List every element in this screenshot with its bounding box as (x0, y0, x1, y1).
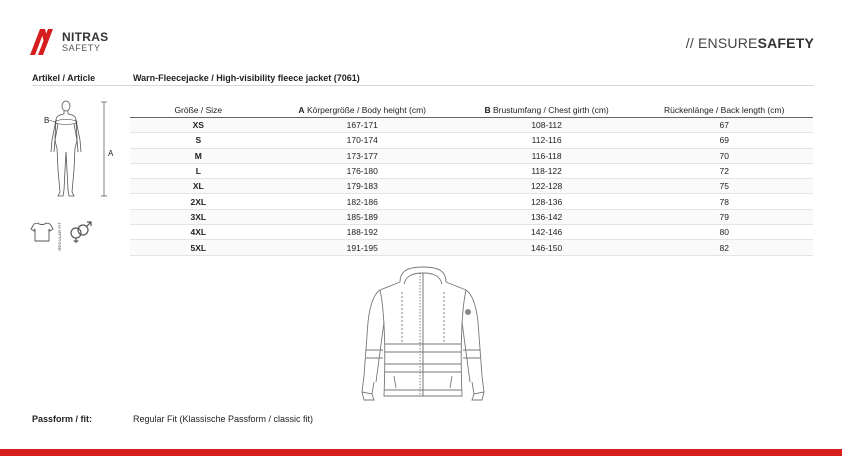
cell-height: 191-195 (267, 240, 458, 255)
cell-size: XS (130, 118, 267, 133)
table-row (130, 163, 813, 178)
size-table (130, 103, 813, 256)
cell-height: 185-189 (267, 209, 458, 224)
unisex-icon (66, 220, 96, 244)
cell-chest: 146-150 (458, 240, 636, 255)
footer-accent-bar (0, 449, 842, 456)
tagline-prefix: // ENSURE (685, 35, 758, 51)
tshirt-icon (30, 222, 54, 242)
brand-sub: SAFETY (62, 43, 101, 53)
cell-chest: 118-122 (458, 163, 636, 178)
table-row (130, 209, 813, 224)
cell-size: XL (130, 179, 267, 194)
label-a: A (108, 149, 114, 158)
header-size: Größe / Size (130, 103, 267, 118)
header-chest-text: Brustumfang / Chest girth (cm) (493, 104, 609, 115)
cell-size: 3XL (130, 209, 267, 224)
fit-value: Regular Fit (Klassische Passform / classic fit) (133, 414, 314, 424)
cell-size: M (130, 148, 267, 163)
table-header-row (130, 103, 813, 118)
cell-size: L (130, 163, 267, 178)
cell-chest: 122-128 (458, 179, 636, 194)
table-row (130, 194, 813, 209)
table-row (130, 179, 813, 194)
body-measurement-figure (38, 100, 118, 200)
fit-label: Passform / fit: (32, 414, 93, 424)
divider (32, 85, 814, 86)
cell-back: 75 (635, 179, 813, 194)
cell-height: 188-192 (267, 225, 458, 240)
cell-back: 80 (635, 225, 813, 240)
cell-chest: 116-118 (458, 148, 636, 163)
cell-chest: 142-146 (458, 225, 636, 240)
regular-fit-icon-label: REGULAR FIT (57, 222, 62, 251)
table-row (130, 240, 813, 255)
cell-back: 70 (635, 148, 813, 163)
cell-height: 176-180 (267, 163, 458, 178)
tagline (686, 35, 814, 51)
cell-height: 182-186 (267, 194, 458, 209)
cell-height: 170-174 (267, 133, 458, 148)
article-value: Warn-Fleecejacke / High-visibility fleece jacket (7061) (133, 73, 360, 83)
cell-chest: 136-142 (458, 209, 636, 224)
header-height-text: Körpergröße / Body height (cm) (306, 104, 426, 115)
header-chest (458, 103, 636, 118)
cell-height: 179-183 (267, 179, 458, 194)
cell-height: 167-171 (267, 118, 458, 133)
header-height-prefix: A (298, 104, 305, 115)
header-back: Rückenlänge / Back length (cm) (635, 103, 813, 118)
brand-name: NITRAS (62, 30, 109, 44)
cell-back: 82 (635, 240, 813, 255)
header-height (267, 103, 458, 118)
cell-back: 78 (635, 194, 813, 209)
table-row (130, 225, 813, 240)
cell-back: 69 (635, 133, 813, 148)
label-b: B (44, 116, 50, 125)
cell-back: 67 (635, 118, 813, 133)
cell-back: 79 (635, 209, 813, 224)
table-row (130, 148, 813, 163)
cell-size: 5XL (130, 240, 267, 255)
cell-chest: 128-136 (458, 194, 636, 209)
table-row (130, 133, 813, 148)
nitras-logo-icon (28, 28, 58, 56)
table-row (130, 118, 813, 133)
cell-back: 72 (635, 163, 813, 178)
cell-chest: 112-116 (458, 133, 636, 148)
cell-size: S (130, 133, 267, 148)
cell-size: 2XL (130, 194, 267, 209)
article-label: Artikel / Article (32, 73, 96, 83)
tagline-bold: SAFETY (757, 35, 814, 51)
cell-height: 173-177 (267, 148, 458, 163)
jacket-illustration (356, 264, 490, 410)
header-chest-prefix: B (484, 104, 491, 115)
cell-chest: 108-112 (458, 118, 636, 133)
cell-size: 4XL (130, 225, 267, 240)
